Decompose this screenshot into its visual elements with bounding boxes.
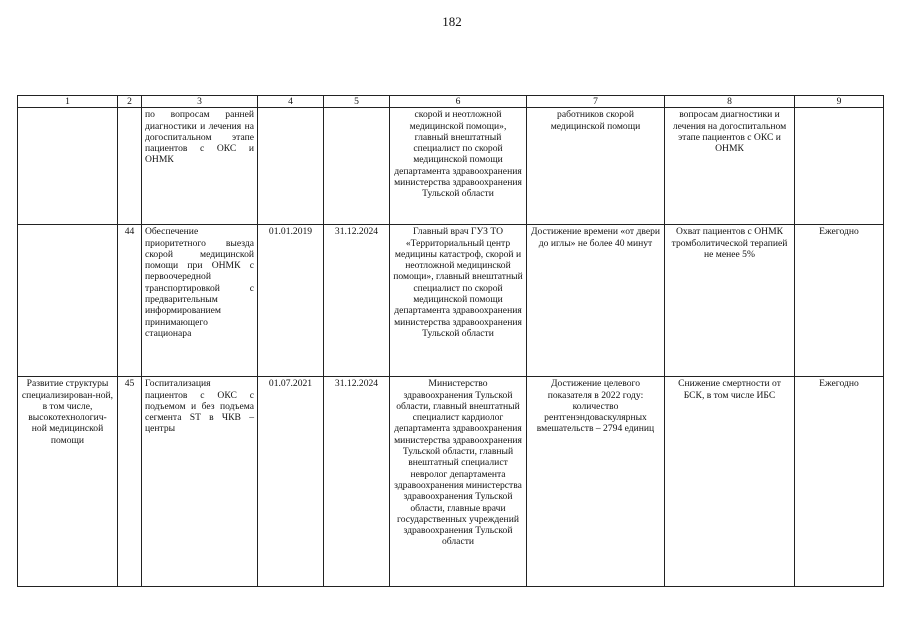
event-cell: Госпитализация пациентов с ОКС с подъемом и без подъема сегмента ST в ЧКВ – центры [142, 377, 258, 587]
column-number: 4 [258, 96, 324, 108]
indicator-cell: Снижение смертности от БСК, в том числе ИБС [665, 377, 795, 587]
column-number: 9 [795, 96, 884, 108]
responsible-cell: Главный врач ГУЗ ТО «Территориальный центр медицины катастроф, скорой и неотложной медицинской помощи», главный внештатный специалист по скорой медицинской помощи департамента здравоохранения министерства здравоохранения Тульской области [390, 225, 527, 377]
frequency-cell: Ежегодно [795, 377, 884, 587]
section-cell [18, 108, 118, 225]
section-cell: Развитие структуры специализирован-ной, в том числе, высокотехнологич-ной медицинской помощи [18, 377, 118, 587]
column-number: 3 [142, 96, 258, 108]
section-cell [18, 225, 118, 377]
frequency-cell: Ежегодно [795, 225, 884, 377]
page-number: 182 [442, 14, 462, 29]
column-number: 6 [390, 96, 527, 108]
column-number: 1 [18, 96, 118, 108]
start-date-cell: 01.07.2021 [258, 377, 324, 587]
event-cell: по вопросам ранней диагностики и лечения на догоспитальном этапе пациентов с ОКС и ОНМК [142, 108, 258, 225]
table-row [18, 225, 884, 377]
indicator-cell: Охват пациентов с ОНМК тромболитической терапией не менее 5% [665, 225, 795, 377]
indicator-cell: вопросам диагностики и лечения на догоспитальном этапе пациентов с ОКС и ОНМК [665, 108, 795, 225]
column-number: 5 [324, 96, 390, 108]
event-cell: Обеспечение приоритетного выезда скорой медицинской помощи при ОНМК с первоочередной транспортировкой с предварительным информированием принимающего стационара [142, 225, 258, 377]
result-cell: Достижение времени «от двери до иглы» не более 40 минут [527, 225, 665, 377]
end-date-cell: 31.12.2024 [324, 225, 390, 377]
number-cell [118, 108, 142, 225]
result-cell: Достижение целевого показателя в 2022 году: количество рентгенэндоваскулярных вмешательств – 2794 единиц [527, 377, 665, 587]
measures-table [17, 95, 884, 587]
responsible-cell: скорой и неотложной медицинской помощи», главный внештатный специалист по скорой медицинской помощи департамента здравоохранения министерства здравоохранения Тульской области [390, 108, 527, 225]
end-date-cell: 31.12.2024 [324, 377, 390, 587]
column-number-row [18, 96, 884, 108]
start-date-cell: 01.01.2019 [258, 225, 324, 377]
number-cell: 45 [118, 377, 142, 587]
column-number: 7 [527, 96, 665, 108]
end-date-cell [324, 108, 390, 225]
number-cell: 44 [118, 225, 142, 377]
frequency-cell [795, 108, 884, 225]
table-row [18, 377, 884, 587]
table-row [18, 108, 884, 225]
result-cell: работников скорой медицинской помощи [527, 108, 665, 225]
start-date-cell [258, 108, 324, 225]
column-number: 8 [665, 96, 795, 108]
column-number: 2 [118, 96, 142, 108]
responsible-cell: Министерство здравоохранения Тульской области, главный внештатный специалист кардиолог департамента здравоохранения министерства здравоохранения Тульской области, главный внештатный специалист невролог департамента здравоохранения министерства здравоохранения Тульской области, главные врачи государственных учреждений здравоохранения Тульской области [390, 377, 527, 587]
